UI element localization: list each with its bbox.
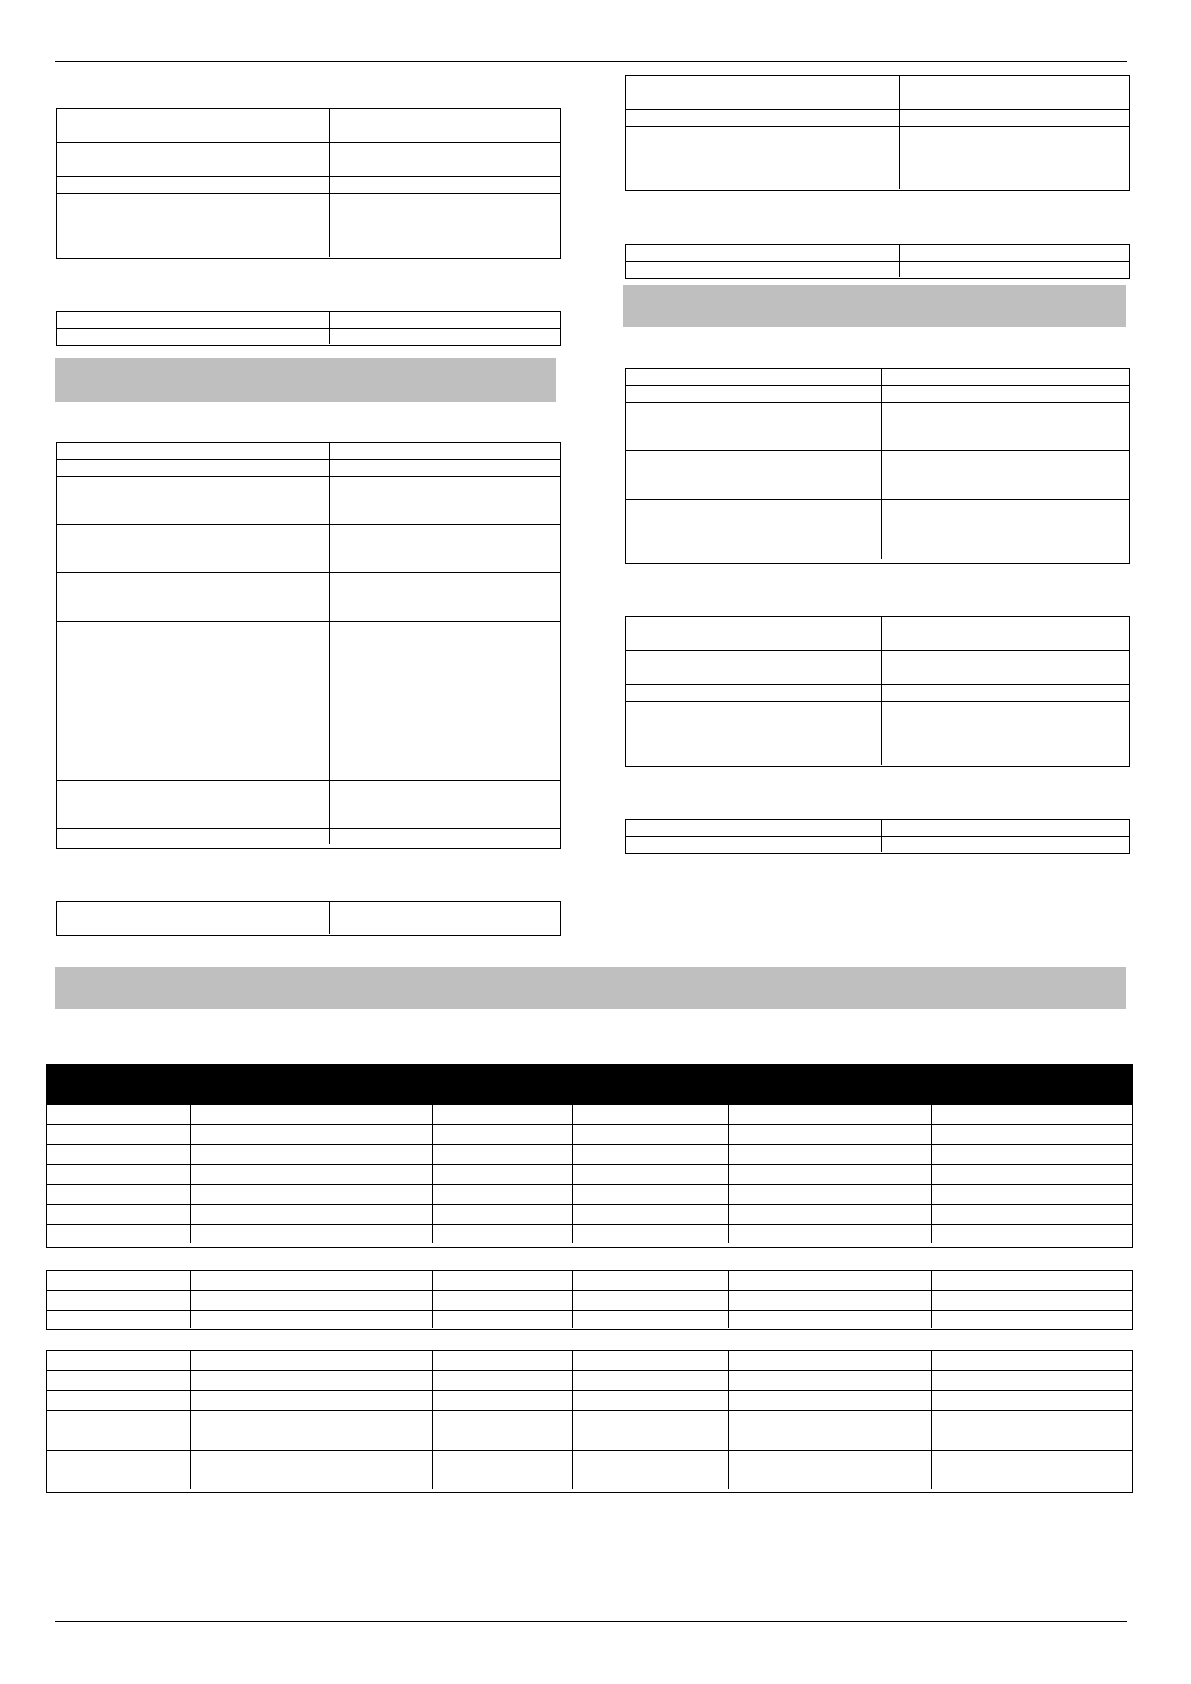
table-cell xyxy=(191,1205,433,1224)
table-row xyxy=(57,312,560,329)
table-cell xyxy=(191,1291,433,1310)
table-row xyxy=(47,1371,1132,1391)
table-cell xyxy=(433,1391,573,1410)
table-cell xyxy=(882,500,1129,559)
table-cell xyxy=(729,1271,932,1290)
table-row xyxy=(626,702,1129,765)
table-cell xyxy=(191,1225,433,1243)
table-cell xyxy=(882,820,1129,836)
table-cell xyxy=(932,1291,1132,1310)
table-cell xyxy=(433,1125,573,1144)
table-cell xyxy=(47,1391,191,1410)
table-cell xyxy=(573,1271,729,1290)
table-cell xyxy=(729,1371,932,1390)
table-cell xyxy=(573,1311,729,1328)
table-row xyxy=(47,1351,1132,1371)
table-row xyxy=(626,651,1129,685)
table-cell xyxy=(932,1311,1132,1328)
table-cell xyxy=(191,1351,433,1370)
table-cell xyxy=(932,1145,1132,1164)
table-cell xyxy=(57,443,330,459)
table-row xyxy=(47,1105,1132,1125)
table-cell xyxy=(57,829,330,844)
table-cell xyxy=(57,109,330,142)
table-cell xyxy=(433,1145,573,1164)
table-cell xyxy=(57,194,330,257)
table-cell xyxy=(433,1311,573,1328)
table-cell xyxy=(932,1165,1132,1184)
table-row xyxy=(626,76,1129,110)
table-cell xyxy=(433,1271,573,1290)
table-row xyxy=(57,194,560,257)
table-row xyxy=(57,829,560,844)
table-cell xyxy=(191,1165,433,1184)
table-row xyxy=(57,902,560,934)
table-cell xyxy=(47,1371,191,1390)
table-cell xyxy=(330,781,560,828)
table-row xyxy=(47,1391,1132,1411)
table-row xyxy=(57,573,560,622)
table-cell xyxy=(191,1271,433,1290)
table-cell xyxy=(57,902,330,934)
table-cell xyxy=(573,1125,729,1144)
table-cell xyxy=(433,1291,573,1310)
table-cell xyxy=(57,622,330,780)
table-row xyxy=(626,245,1129,262)
table-cell xyxy=(882,702,1129,765)
table-cell xyxy=(882,617,1129,650)
table-cell xyxy=(626,76,900,109)
table-cell xyxy=(433,1165,573,1184)
table-cell xyxy=(573,1291,729,1310)
table-row xyxy=(47,1145,1132,1165)
table-cell xyxy=(47,1351,191,1370)
table-cell xyxy=(573,1205,729,1224)
table-cell xyxy=(626,837,882,852)
column-header xyxy=(573,1065,729,1104)
table-cell xyxy=(433,1411,573,1450)
table-row xyxy=(47,1225,1132,1243)
table-cell xyxy=(729,1391,932,1410)
table-cell xyxy=(573,1165,729,1184)
right-table-c xyxy=(625,368,1130,564)
table-row xyxy=(626,685,1129,702)
left-section-heading-bar xyxy=(55,358,556,402)
table-cell xyxy=(882,651,1129,684)
table-cell xyxy=(882,386,1129,402)
table-cell xyxy=(433,1105,573,1124)
table-cell xyxy=(191,1411,433,1450)
table-cell xyxy=(330,829,560,844)
wide-section-heading-bar xyxy=(55,967,1126,1009)
table-cell xyxy=(932,1451,1132,1489)
footer-rule xyxy=(55,1621,1127,1622)
table-cell xyxy=(932,1371,1132,1390)
right-table-d xyxy=(625,616,1130,767)
table-cell xyxy=(882,685,1129,701)
table-row xyxy=(626,127,1129,189)
table-cell xyxy=(330,902,560,934)
table-row xyxy=(47,1125,1132,1145)
table-cell xyxy=(573,1391,729,1410)
table-cell xyxy=(433,1351,573,1370)
table-row xyxy=(626,451,1129,500)
table-cell xyxy=(729,1411,932,1450)
table-cell xyxy=(900,245,1129,261)
wide-table-b xyxy=(46,1270,1133,1330)
table-cell xyxy=(573,1351,729,1370)
table-cell xyxy=(330,194,560,257)
column-header xyxy=(433,1065,573,1104)
table-cell xyxy=(330,312,560,328)
table-cell xyxy=(900,127,1129,189)
table-cell xyxy=(47,1311,191,1328)
table-cell xyxy=(573,1411,729,1450)
column-header xyxy=(729,1065,932,1104)
table-row xyxy=(47,1291,1132,1311)
table-cell xyxy=(626,702,882,765)
table-cell xyxy=(191,1125,433,1144)
table-cell xyxy=(57,143,330,176)
table-cell xyxy=(57,329,330,344)
table-cell xyxy=(729,1311,932,1328)
table-cell xyxy=(626,651,882,684)
table-cell xyxy=(932,1205,1132,1224)
table-cell xyxy=(191,1451,433,1489)
table-cell xyxy=(900,110,1129,126)
table-cell xyxy=(47,1451,191,1489)
table-cell xyxy=(57,312,330,328)
table-cell xyxy=(729,1125,932,1144)
table-cell xyxy=(191,1185,433,1204)
table-cell xyxy=(57,177,330,193)
table-row xyxy=(47,1185,1132,1205)
table-cell xyxy=(433,1451,573,1489)
right-table-e xyxy=(625,819,1130,854)
table-cell xyxy=(573,1371,729,1390)
wide-table-c xyxy=(46,1350,1133,1493)
table-cell xyxy=(330,109,560,142)
left-table-d xyxy=(56,901,561,936)
table-cell xyxy=(932,1225,1132,1243)
table-cell xyxy=(47,1165,191,1184)
table-cell xyxy=(47,1291,191,1310)
table-cell xyxy=(330,573,560,621)
table-cell xyxy=(330,460,560,476)
column-header xyxy=(191,1065,433,1104)
table-cell xyxy=(932,1351,1132,1370)
table-cell xyxy=(57,460,330,476)
table-cell xyxy=(932,1271,1132,1290)
table-cell xyxy=(433,1205,573,1224)
table-row xyxy=(47,1205,1132,1225)
table-cell xyxy=(330,443,560,459)
table-row xyxy=(47,1451,1132,1489)
table-row xyxy=(47,1165,1132,1185)
table-cell xyxy=(47,1105,191,1124)
table-cell xyxy=(47,1411,191,1450)
table-cell xyxy=(57,781,330,828)
table-cell xyxy=(330,622,560,780)
table-cell xyxy=(626,369,882,385)
column-header xyxy=(932,1065,1132,1104)
table-row xyxy=(57,143,560,177)
table-cell xyxy=(729,1205,932,1224)
table-cell xyxy=(433,1371,573,1390)
table-cell xyxy=(626,110,900,126)
table-cell xyxy=(330,329,560,344)
table-cell xyxy=(573,1145,729,1164)
table-row xyxy=(57,177,560,194)
table-cell xyxy=(882,837,1129,852)
table-cell xyxy=(573,1105,729,1124)
table-row xyxy=(626,386,1129,403)
column-header xyxy=(47,1065,191,1104)
table-row xyxy=(57,109,560,143)
table-cell xyxy=(626,500,882,559)
table-cell xyxy=(932,1411,1132,1450)
table-cell xyxy=(932,1105,1132,1124)
table-cell xyxy=(626,451,882,499)
table-row xyxy=(626,837,1129,852)
table-cell xyxy=(433,1225,573,1243)
table-row xyxy=(626,820,1129,837)
table-row xyxy=(47,1271,1132,1291)
table-row xyxy=(626,403,1129,451)
wide-table-a xyxy=(46,1064,1133,1248)
table-cell xyxy=(47,1271,191,1290)
table-cell xyxy=(573,1451,729,1489)
table-cell xyxy=(191,1311,433,1328)
table-cell xyxy=(729,1185,932,1204)
table-cell xyxy=(729,1351,932,1370)
table-cell xyxy=(626,245,900,261)
table-row xyxy=(626,110,1129,127)
table-cell xyxy=(433,1185,573,1204)
table-cell xyxy=(626,617,882,650)
table-cell xyxy=(882,403,1129,450)
right-section-heading-bar xyxy=(623,285,1126,327)
table-cell xyxy=(191,1371,433,1390)
table-cell xyxy=(47,1125,191,1144)
table-row xyxy=(626,369,1129,386)
table-cell xyxy=(573,1225,729,1243)
table-cell xyxy=(729,1145,932,1164)
table-cell xyxy=(932,1125,1132,1144)
table-cell xyxy=(882,369,1129,385)
table-row xyxy=(626,617,1129,651)
table-row xyxy=(47,1411,1132,1451)
table-cell xyxy=(57,573,330,621)
table-row xyxy=(57,622,560,781)
table-cell xyxy=(626,685,882,701)
table-cell xyxy=(191,1105,433,1124)
table-cell xyxy=(900,76,1129,109)
table-cell xyxy=(626,127,900,189)
table-cell xyxy=(330,477,560,524)
table-row xyxy=(57,460,560,477)
table-cell xyxy=(932,1185,1132,1204)
right-table-b xyxy=(625,244,1130,279)
table-cell xyxy=(626,403,882,450)
table-cell xyxy=(729,1105,932,1124)
table-cell xyxy=(330,143,560,176)
table-cell xyxy=(729,1225,932,1243)
table-cell xyxy=(191,1145,433,1164)
table-cell xyxy=(729,1165,932,1184)
table-row xyxy=(57,329,560,344)
header-rule xyxy=(55,61,1127,62)
table-cell xyxy=(57,525,330,572)
table-row xyxy=(57,781,560,829)
table-cell xyxy=(882,451,1129,499)
table-cell xyxy=(626,386,882,402)
table-cell xyxy=(47,1225,191,1243)
table-cell xyxy=(900,262,1129,277)
left-table-c xyxy=(56,442,561,849)
table-row xyxy=(57,525,560,573)
table-row xyxy=(47,1311,1132,1328)
left-table-a xyxy=(56,108,561,259)
table-cell xyxy=(626,820,882,836)
table-row xyxy=(626,500,1129,559)
table-cell xyxy=(932,1391,1132,1410)
right-table-a xyxy=(625,75,1130,191)
table-cell xyxy=(626,262,900,277)
table-header-row xyxy=(47,1065,1132,1105)
table-cell xyxy=(47,1185,191,1204)
table-cell xyxy=(191,1391,433,1410)
table-cell xyxy=(729,1291,932,1310)
table-cell xyxy=(330,177,560,193)
table-cell xyxy=(729,1451,932,1489)
table-cell xyxy=(57,477,330,524)
table-cell xyxy=(47,1145,191,1164)
table-row xyxy=(626,262,1129,277)
table-cell xyxy=(573,1185,729,1204)
table-row xyxy=(57,477,560,525)
table-cell xyxy=(47,1205,191,1224)
table-row xyxy=(57,443,560,460)
left-table-b xyxy=(56,311,561,346)
table-cell xyxy=(330,525,560,572)
